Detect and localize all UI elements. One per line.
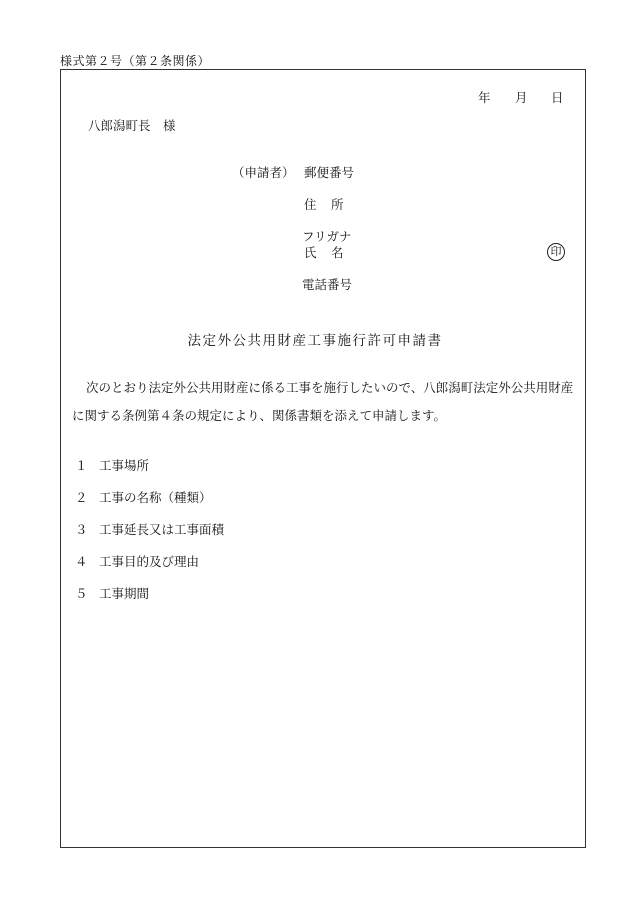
item-label: 工事延長又は工事面積	[99, 522, 225, 537]
list-item	[75, 488, 224, 520]
item-number: １	[75, 458, 88, 473]
item-number: ４	[75, 554, 88, 569]
applicant-role-label: （申請者）	[232, 165, 295, 180]
document-title: 法定外公共用財産工事施行許可申請書	[187, 333, 443, 349]
item-label: 工事期間	[99, 586, 150, 601]
addressee: 八郎潟町長 様	[88, 118, 176, 133]
list-item	[75, 552, 224, 584]
furigana-label: フリガナ	[302, 229, 352, 244]
phone-label: 電話番号	[302, 277, 353, 292]
list-item	[75, 456, 224, 488]
body-line-2: に関する条例第４条の規定により、関係書類を添えて申請します。	[72, 408, 447, 423]
form-number: 様式第２号（第２条関係）	[60, 54, 211, 68]
item-label: 工事目的及び理由	[99, 554, 200, 569]
item-label: 工事場所	[99, 458, 150, 473]
body-text	[72, 374, 582, 430]
postal-code-label: 郵便番号	[304, 165, 355, 180]
date-day: 日	[551, 90, 564, 105]
body-line-1: 次のとおり法定外公共用財産に係る工事を施行したいので、八郎潟町法定外公共用財産	[86, 380, 574, 395]
item-label: 工事の名称（種類）	[99, 490, 212, 505]
address-label: 住 所	[304, 197, 345, 212]
list-item	[75, 584, 224, 616]
name-label: 氏 名	[304, 245, 345, 260]
list-item	[75, 520, 224, 552]
date-month: 月	[515, 90, 528, 105]
seal-mark: 印	[547, 243, 565, 261]
item-number: ２	[75, 490, 88, 505]
date-year: 年	[478, 90, 491, 105]
application-items-list	[75, 456, 224, 616]
item-number: ３	[75, 522, 88, 537]
item-number: ５	[75, 586, 88, 601]
